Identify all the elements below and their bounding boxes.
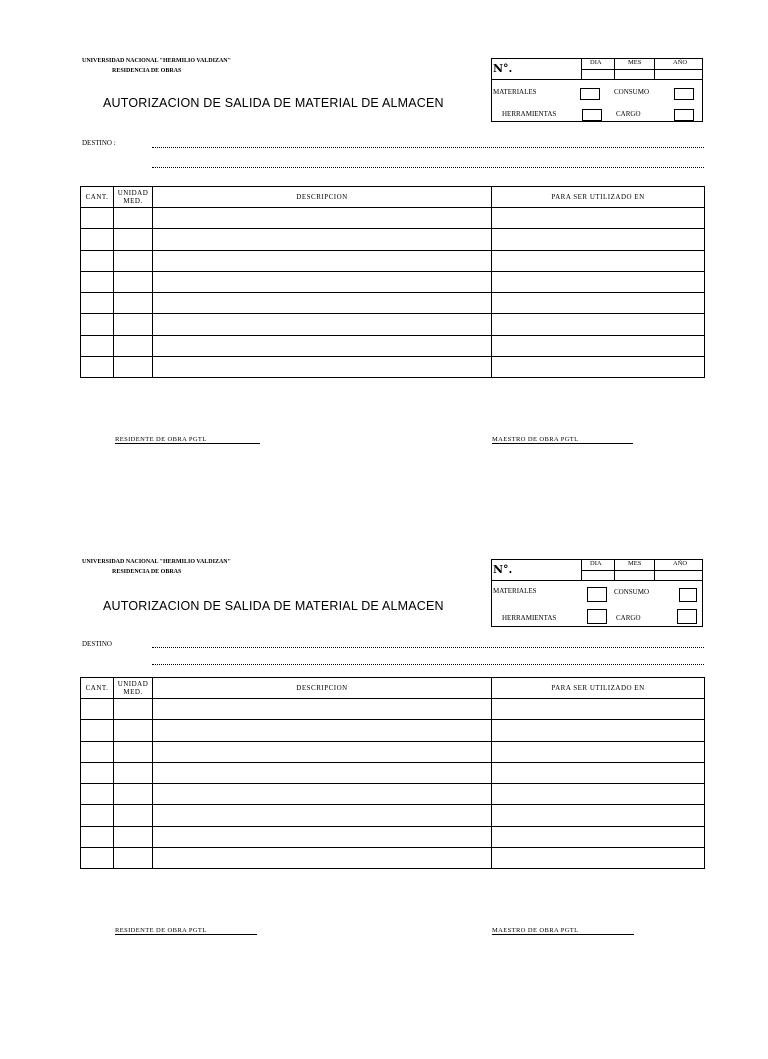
table-row — [81, 293, 705, 314]
table-row — [81, 805, 705, 826]
table-row — [81, 699, 705, 720]
form-title: AUTORIZACION DE SALIDA DE MATERIAL DE ALMACEN — [103, 96, 444, 110]
day-label: DIA — [590, 59, 602, 66]
table-row — [81, 741, 705, 762]
master-signature: MAESTRO DE OBRA PGTL — [492, 927, 634, 935]
table-row — [81, 784, 705, 805]
destination-line-1[interactable] — [152, 147, 704, 148]
tools-label: HERRAMIENTAS — [502, 110, 557, 118]
destination-line-2[interactable] — [152, 664, 704, 665]
charge-checkbox[interactable] — [677, 609, 697, 624]
university-name: UNIVERSIDAD NACIONAL "HERMILIO VALDIZAN" — [82, 58, 231, 64]
table-row — [81, 720, 705, 741]
consumption-checkbox[interactable] — [679, 588, 697, 602]
day-label: DIA — [590, 560, 602, 567]
table-header-row — [81, 187, 705, 208]
table-row — [81, 208, 705, 229]
residence-label: RESIDENCIA DE OBRAS — [112, 569, 182, 575]
table-row — [81, 848, 705, 869]
table-header-row — [81, 678, 705, 699]
destination-label: DESTINO — [82, 640, 112, 648]
table-row — [81, 229, 705, 250]
table-row — [81, 335, 705, 356]
form-title: AUTORIZACION DE SALIDA DE MATERIAL DE ALMACEN — [103, 599, 444, 613]
destination-line-2[interactable] — [152, 167, 704, 168]
destination-label: DESTINO : — [82, 139, 116, 147]
materials-label: MATERIALES — [493, 88, 537, 96]
charge-label: CARGO — [616, 614, 641, 622]
header-used-in: PARA SER UTILIZADO EN — [492, 187, 705, 208]
master-signature: MAESTRO DE OBRA PGTL — [492, 436, 633, 444]
month-label: MES — [628, 59, 642, 66]
university-name: UNIVERSIDAD NACIONAL "HERMILIO VALDIZAN" — [82, 559, 231, 565]
header-unit: UNIDAD MED. — [114, 187, 153, 208]
table-row — [81, 271, 705, 292]
materials-checkbox[interactable] — [580, 88, 600, 100]
table-row — [81, 762, 705, 783]
year-label: AÑO — [673, 59, 688, 66]
tools-label: HERRAMIENTAS — [502, 614, 557, 622]
residence-label: RESIDENCIA DE OBRAS — [112, 68, 182, 74]
consumption-label: CONSUMO — [614, 588, 650, 596]
header-qty: CANT. — [81, 678, 114, 699]
materials-checkbox[interactable] — [587, 587, 607, 602]
resident-signature: RESIDENTE DE OBRA PGTL — [115, 436, 260, 444]
form-copy-1 — [0, 58, 768, 558]
charge-label: CARGO — [616, 110, 641, 118]
charge-checkbox[interactable] — [674, 109, 694, 121]
header-description: DESCRIPCION — [153, 187, 492, 208]
header-unit: UNIDAD MED. — [114, 678, 153, 699]
consumption-checkbox[interactable] — [674, 88, 694, 100]
materials-label: MATERIALES — [493, 587, 537, 595]
items-table — [80, 186, 705, 378]
number-label: N°. — [493, 563, 513, 576]
consumption-label: CONSUMO — [614, 88, 650, 96]
header-qty: CANT. — [81, 187, 114, 208]
number-label: N°. — [493, 62, 513, 75]
header-description: DESCRIPCION — [153, 678, 492, 699]
tools-checkbox[interactable] — [587, 609, 607, 624]
header-used-in: PARA SER UTILIZADO EN — [492, 678, 705, 699]
form-copy-2 — [0, 559, 768, 1059]
items-table — [80, 677, 705, 869]
table-row — [81, 250, 705, 271]
table-row — [81, 826, 705, 847]
year-label: AÑO — [673, 560, 688, 567]
table-row — [81, 357, 705, 378]
destination-line-1[interactable] — [152, 647, 704, 648]
table-row — [81, 314, 705, 335]
tools-checkbox[interactable] — [582, 109, 602, 121]
resident-signature: RESIDENTE DE OBRA PGTL — [115, 927, 257, 935]
month-label: MES — [628, 560, 642, 567]
